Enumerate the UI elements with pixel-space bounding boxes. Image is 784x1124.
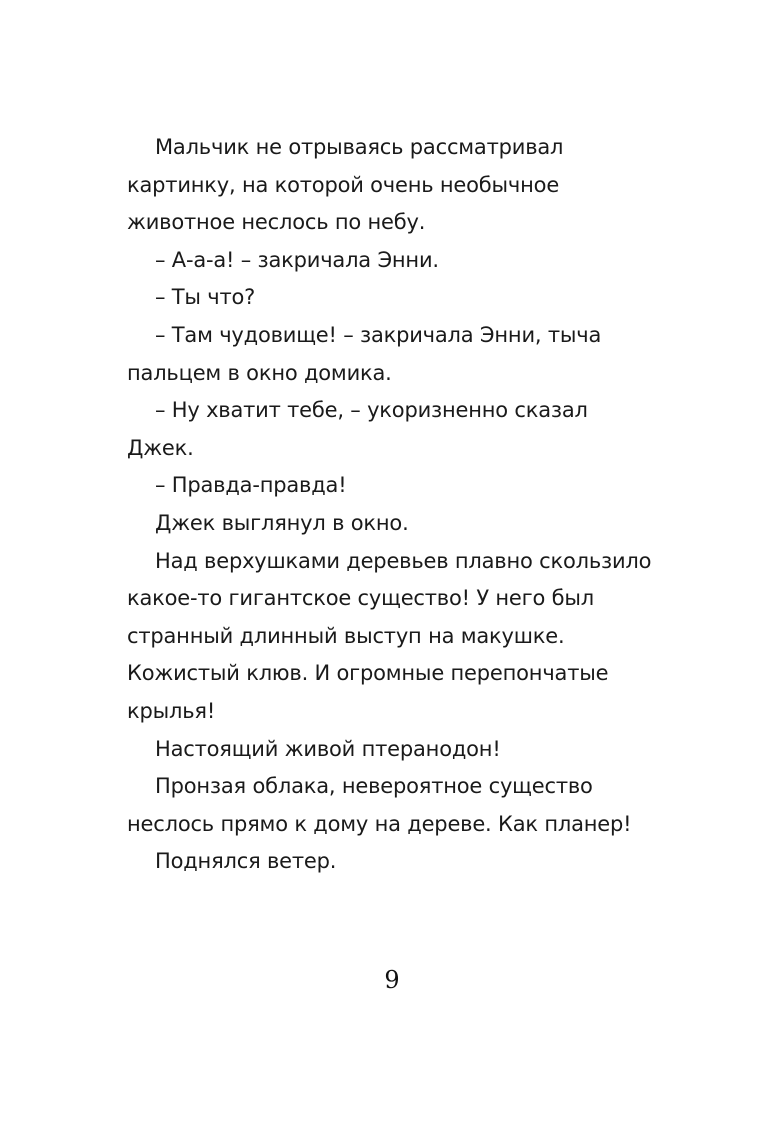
paragraph [127, 467, 667, 505]
text-line: – Ты что? [155, 285, 256, 310]
text-line: странный длинный выступ на макушке. [127, 623, 565, 648]
paragraph [127, 768, 667, 843]
paragraph [127, 731, 667, 769]
text-line: Пронзая облака, невероятное существо [155, 774, 593, 799]
text-line: животное неслось по небу. [127, 210, 426, 235]
paragraph [127, 392, 667, 467]
text-line: – Правда-правда! [155, 473, 347, 498]
paragraph [127, 843, 667, 881]
text-line: неслось прямо к дому на дереве. Как планер! [127, 811, 632, 836]
paragraph [127, 279, 667, 317]
text-line: Мальчик не отрываясь рассматривал [155, 135, 564, 159]
paragraph [127, 129, 667, 242]
paragraph [127, 505, 667, 543]
text-line: Кожистый клюв. И огромные перепончатые [127, 661, 609, 686]
text-line: какое-то гигантское существо! У него был [127, 586, 594, 611]
paragraph [127, 317, 667, 392]
text-line: Поднялся ветер. [155, 849, 337, 874]
text-line: пальцем в окно домика. [127, 360, 392, 385]
paragraph [127, 242, 667, 280]
paragraph [127, 543, 667, 731]
text-line: – Там чудовище! – закричала Энни, тыча [155, 322, 602, 347]
text-line: Над верхушками деревьев плавно скользило [155, 548, 652, 573]
text-line: крылья! [127, 698, 216, 723]
text-line: Джек. [127, 435, 194, 460]
body-text [127, 129, 667, 881]
text-line: картинку, на которой очень необычное [127, 172, 560, 197]
text-line: – А-а-а! – закричала Энни. [155, 247, 439, 272]
text-line: – Ну хватит тебе, – укоризненно сказал [155, 398, 588, 423]
page-number: 9 [384, 966, 400, 994]
text-line: Настоящий живой птеранодон! [155, 736, 501, 761]
text-line: Джек выглянул в окно. [155, 510, 409, 535]
